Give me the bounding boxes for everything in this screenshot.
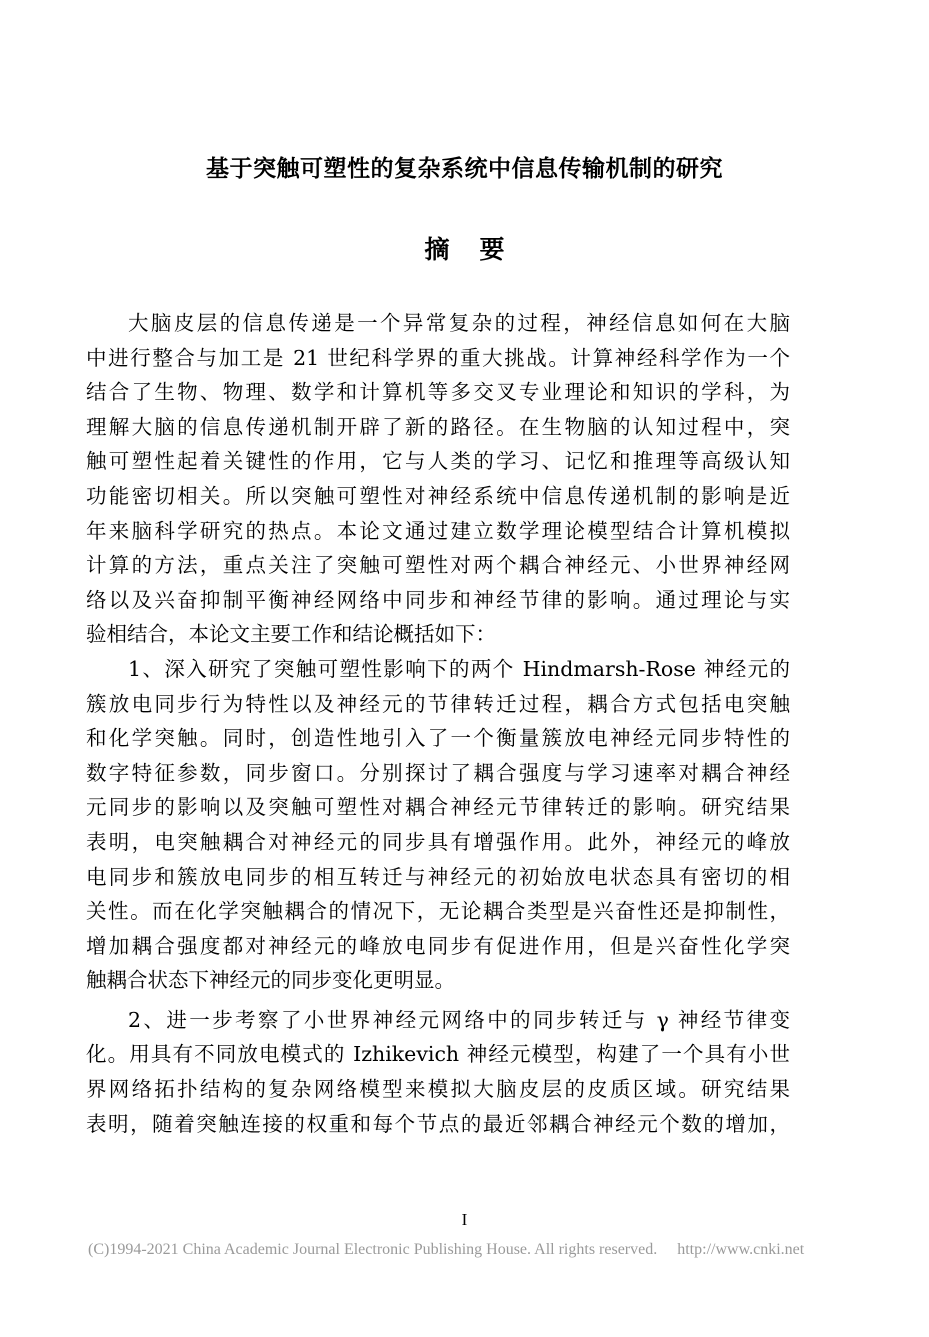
text-line: 触可塑性起着关键性的作用，它与人类的学习、记忆和推理等高级认知 [86, 449, 790, 474]
paragraph-2 [86, 652, 790, 998]
text-line: 表明，随着突触连接的权重和每个节点的最近邻耦合神经元个数的增加， [86, 1111, 790, 1136]
text-line: 增加耦合强度都对神经元的峰放电同步有促进作用，但是兴奋性化学突 [86, 933, 790, 958]
text-line: 计算的方法，重点关注了突触可塑性对两个耦合神经元、小世界神经网 [86, 553, 790, 578]
thesis-title: 基于突触可塑性的复杂系统中信息传输机制的研究 [206, 156, 723, 182]
text-line: 功能密切相关。所以突触可塑性对神经系统中信息传递机制的影响是近 [86, 483, 790, 508]
text-line: 2、进一步考察了小世界神经元网络中的同步转迁与 γ 神经节律变 [128, 1007, 790, 1032]
text-line: 触耦合状态下神经元的同步变化更明显。 [86, 968, 455, 993]
text-line: 1、深入研究了突触可塑性影响下的两个 Hindmarsh-Rose 神经元的 [128, 656, 790, 681]
text-line: 关性。而在化学突触耦合的情况下，无论耦合类型是兴奋性还是抑制性， [86, 899, 790, 924]
text-line: 和化学突触。同时，创造性地引入了一个衡量簇放电神经元同步特性的 [86, 726, 790, 751]
paragraph-3 [86, 1003, 790, 1141]
text-line: 络以及兴奋抑制平衡神经网络中同步和神经节律的影响。通过理论与实 [86, 587, 790, 612]
text-line: 化。用具有不同放电模式的 Izhikevich 神经元模型，构建了一个具有小世 [86, 1042, 790, 1067]
abstract-heading: 摘要 [424, 235, 535, 264]
text-line: 数字特征参数，同步窗口。分别探讨了耦合强度与学习速率对耦合神经 [86, 760, 790, 785]
text-line: 理解大脑的信息传递机制开辟了新的路径。在生物脑的认知过程中，突 [86, 414, 790, 439]
text-line: 结合了生物、物理、数学和计算机等多交叉专业理论和知识的学科，为 [86, 380, 790, 405]
text-line: 中进行整合与加工是 21 世纪科学界的重大挑战。计算神经科学作为一个 [86, 345, 790, 370]
text-line: 电同步和簇放电同步的相互转迁与神经元的初始放电状态具有密切的相 [86, 864, 790, 889]
text-line: 簇放电同步行为特性以及神经元的节律转迁过程，耦合方式包括电突触 [86, 691, 790, 716]
text-line: 表明，电突触耦合对神经元的同步具有增强作用。此外，神经元的峰放 [86, 829, 790, 854]
footer-url: http://www.cnki.net [677, 1241, 805, 1258]
text-line: 年来脑科学研究的热点。本论文通过建立数学理论模型结合计算机模拟 [86, 518, 790, 543]
text-line: 大脑皮层的信息传递是一个异常复杂的过程，神经信息如何在大脑 [128, 311, 790, 335]
page-number: I [461, 1210, 468, 1229]
text-line: 元同步的影响以及突触可塑性对耦合神经元节律转迁的影响。研究结果 [86, 795, 790, 820]
copyright-text: (C)1994-2021 China Academic Journal Electronic Publishing House. All rights reserved. [88, 1241, 658, 1258]
abstract-body [86, 306, 790, 1141]
text-line: 验相结合，本论文主要工作和结论概括如下： [86, 622, 496, 647]
text-line: 界网络拓扑结构的复杂网络模型来模拟大脑皮层的皮质区域。研究结果 [86, 1077, 790, 1102]
copyright-footer [88, 1238, 848, 1262]
paragraph-1 [86, 306, 790, 652]
